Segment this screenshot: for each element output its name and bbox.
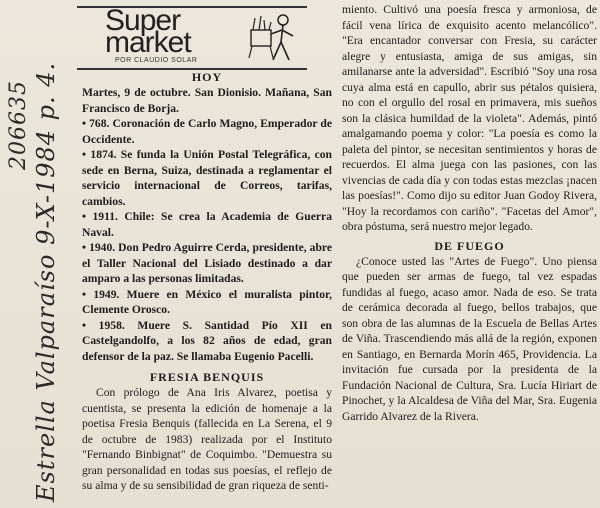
hoy-entry: • 1911. Chile: Se crea la Academia de Guerra Naval. bbox=[82, 210, 332, 239]
fresia-body-part2: miento. Cultivó una poesía fresca y armoniosa, de fácil vena lírica de exquisito acento melancólico". "Era encantador conversar con Fresia, su carácter alegre y entusiasta, amiga de sus amigas, sin amilanarse ante la adversidad". Escribió "Soy una rosa cuya alma está en capullo, abrir sus pétalos quisiera, no con el orgullo del rosal en primavera, mis sueños son la clásica humildad de la violeta". Además, pintó amalgamando poema y color: "La poesía es como la paleta del pintor, se necesitan sentimientos y horas de recuerdos. El alma juega con las pasiones, con las vivencias de cada día y con todas estas mezclas ¡nacen las poesías!". Como dijo su editor Juan Godoy Rivera, "Hoy la recordamos con cariño". "Facetas del Amor", obra póstuma, será nuestro mejor legado. bbox=[342, 3, 597, 233]
hoy-entry: • 1940. Don Pedro Aguirre Cerda, presidente, abre el Taller Nacional del Lisiado destinado a dar amparo a las personas limitadas. bbox=[82, 241, 332, 285]
fresia-body-part1: Con prólogo de Ana Iris Alvarez, poetisa y cuentista, se presenta la edición de homenaje a la poetisa Fresia Benquis (fallecida en La Serena, el 9 de octubre de 1983) realizada por el Instituto "Fernando Binbignat" de Coquimbo. "Demuestra su gran personalidad en todas sus poesías, el reflejo de su alma y de su sensibilidad de gran riqueza de senti- bbox=[82, 386, 332, 492]
hoy-heading: HOY bbox=[191, 70, 223, 84]
logo-title: Super market bbox=[105, 4, 191, 59]
logo-byline: POR CLAUDIO SOLAR bbox=[115, 57, 198, 64]
fresia-heading: FRESIA BENQUIS bbox=[149, 370, 265, 384]
hoy-entry: Martes, 9 de octubre. San Dionisio. Mañana, San Francisco de Borja. bbox=[82, 86, 332, 115]
hoy-entry: • 1949. Muere en México el muralista pintor, Clemente Orosco. bbox=[82, 287, 332, 316]
shopper-illustration-icon bbox=[243, 12, 303, 64]
column-logo bbox=[77, 6, 307, 70]
hoy-entry: • 1874. Se funda la Unión Postal Telegráfica, con sede en Berna, Suiza, destinada a reglamentar el servicio internacional de Correos, tarifas, cambios. bbox=[82, 148, 332, 208]
margin-annotations bbox=[2, 40, 72, 500]
defuego-body: ¿Conoce usted las "Artes de Fuego". Uno piensa que pueden ser armas de fuego, tal vez espadas fundidas al fuego, acaso amor. Nada de eso. Se trata de cerámica decorada al fuego, bellos trabajos, que son obra de las alumnas de la Escuela de Bellas Artes de Viña. Trascendiendo más allá de la región, exponen en Santiago, en Bernarda Morín 465, Providencia. La invitación fue cursada por la presidenta de la Fundación Nacional de Cultura, Sra. Lucía Hiriart de Pinochet, y la Alcaldesa de Viña del Mar, Sra. Eugenia Garrido Alvarez de la Rivera. bbox=[342, 254, 597, 423]
hoy-entry: • 1958. Muere S. Santidad Pío XII en Castelgandolfo, a los 82 años de edad, gran defensor de la paz. Se llamaba Eugenio Pacelli. bbox=[82, 318, 332, 363]
right-column bbox=[342, 2, 597, 424]
handwritten-id-number: 206635 bbox=[6, 80, 31, 170]
left-column bbox=[82, 70, 332, 494]
hoy-entry: • 768. Coronación de Carlo Magno, Emperador de Occidente. bbox=[82, 117, 332, 146]
defuego-heading: DE FUEGO bbox=[434, 238, 505, 253]
handwritten-source-reference: Estrella Valparaíso 9-X-1984 p. 4. bbox=[32, 61, 60, 502]
